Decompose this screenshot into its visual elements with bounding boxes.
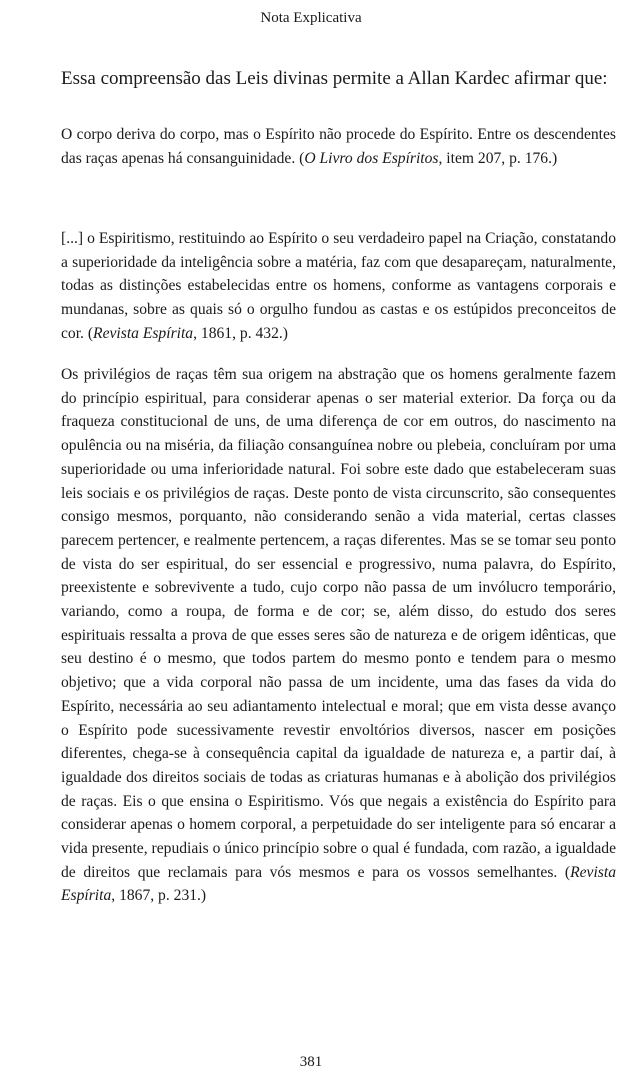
quote-2 [61,227,616,346]
quote-3-source-title: Revista Espírita [61,863,616,905]
quote-3-source-rest: , 1867, p. 231.) [111,887,207,905]
quote-1 [61,123,616,170]
intro-paragraph: Essa compreensão das Leis divinas permite a Allan Kardec afirmar que: [61,68,608,89]
quote-2-source-title: Revista Espírita [93,324,194,342]
quote-3 [61,363,616,908]
quote-1-source-rest: , item 207, p. 176.) [438,149,558,167]
quote-1-text: O corpo deriva do corpo, mas o Espírito não procede do Espírito. Entre os descendentes das raças apenas há consanguinidade. ( [61,126,616,167]
quote-2-text: [...] o Espiritismo, restituindo ao Espírito o seu verdadeiro papel na Criação, constatando a superioridade da inteligência sobre a matéria, faz com que desapareçam, naturalmente, todas as distinções estabelecidas entre os homens, conforme as vantagens corporais e mundanas, sobre as quais só o orgulho fundou as castas e os estúpidos preconceitos de cor. ( [61,230,616,342]
quote-2-source-rest: , 1861, p. 432.) [193,324,288,342]
quote-3-text: Os privilégios de raças têm sua origem na abstração que os homens geralmente fazem do princípio espiritual, para considerar apenas o ser material exterior. Da força ou da fraqueza constitucional de uns, de uma diferença de cor em outros, do nascimento na opulência ou na miséria, da filiação consanguínea nobre ou plebeia, concluíram por uma superioridade ou uma inferioridade natural. Foi sobre este dado que estabeleceram suas leis sociais e os privilégios de raças. Deste ponto de vista circunscrito, são consequentes consigo mesmos, porquanto, não considerando senão a vida material, certas classes parecem pertencer, e realmente pertencem, a raças diferentes. Mas se se tomar seu ponto de vista do ser espiritual, do ser essencial e progressivo, numa palavra, do Espírito, preexistente e sobrevivente a tudo, cujo corpo não passa de um invólucro temporário, variando, como a roupa, de forma e de cor; se, além disso, do estudo dos seres espirituais ressalta a prova de que esses seres são de natureza e de origem idênticas, que seu destino é o mesmo, que todos partem do mesmo ponto e tendem para o mesmo objetivo; que a vida corporal não passa de um incidente, uma das fases da vida do Espírito, necessária ao seu adiantamento intelectual e moral; que em vista desse avanço o Espírito pode sucessivamente revestir envoltórios diversos, nascer em posições diferentes, chega-se à consequência capital da igualdade de natureza e, a partir daí, à igualdade dos direitos sociais de todas as criaturas humanas e à abolição dos privilégios de raças. Eis o que ensina o Espiritismo. Vós que negais a existência do Espírito para considerar apenas o homem corporal, a perpetuidade do ser inteligente para só encarar a vida presente, repudiais o único princípio sobre o qual é fundada, com razão, a igualdade de direitos que reclamais para vós mesmos e para os vossos semelhantes. ( [61,366,616,881]
quote-1-source-title: O Livro dos Espíritos [304,149,439,167]
running-head: Nota Explicativa [260,10,362,26]
page-number: 381 [299,1054,323,1070]
